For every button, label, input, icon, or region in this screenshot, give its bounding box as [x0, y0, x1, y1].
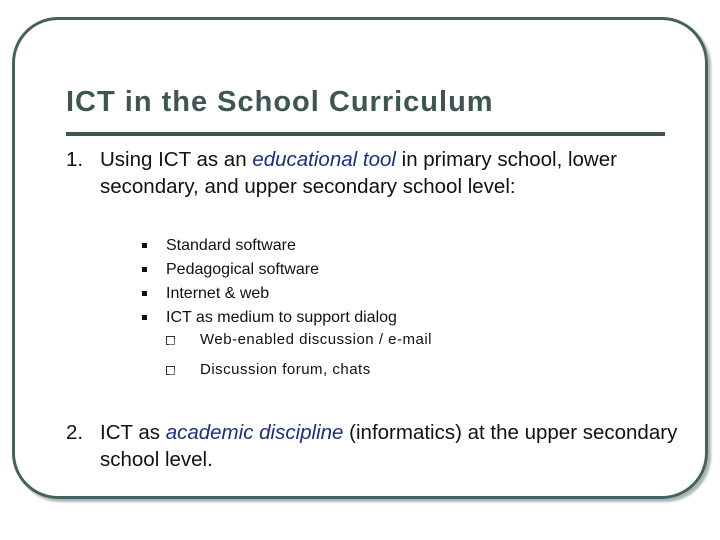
- item-number: 1.: [66, 148, 84, 171]
- list-item: [166, 358, 432, 388]
- bullet-text: Pedagogical software: [166, 261, 319, 278]
- square-bullet-icon: [142, 315, 147, 320]
- item-highlight: academic discipline: [165, 421, 344, 444]
- bullet-text: Internet & web: [166, 285, 270, 302]
- bullet-text: ICT as medium to support dialog: [166, 309, 397, 326]
- list-item-2: [66, 419, 686, 473]
- box-bullet-icon: [166, 336, 175, 345]
- bullet-text: Standard software: [166, 237, 296, 254]
- list-item: [142, 282, 397, 306]
- square-bullet-icon: [142, 291, 147, 296]
- item-text-start: Using ICT as an: [100, 148, 253, 171]
- list-item-1: [66, 146, 686, 200]
- sub-bullet-list: [166, 328, 432, 388]
- item-text: [100, 419, 686, 473]
- list-item: [142, 258, 397, 282]
- item-text-end: (informatics) at the upper secondary school level.: [100, 421, 678, 471]
- slide-title: ICT in the School Curriculum: [66, 86, 494, 118]
- item-text-start: ICT as: [100, 421, 166, 444]
- item-highlight: educational tool: [252, 148, 396, 171]
- square-bullet-icon: [142, 267, 147, 272]
- title-underline: [66, 132, 665, 136]
- list-item: [166, 328, 432, 358]
- item-number: 2.: [66, 421, 84, 444]
- box-bullet-icon: [166, 366, 175, 375]
- item-text-end: in primary school, lower secondary, and upper secondary school level:: [100, 148, 617, 198]
- sub-bullet-text: Web-enabled discussion / e-mail: [200, 331, 432, 348]
- square-bullet-icon: [142, 243, 147, 248]
- list-item: [142, 234, 397, 258]
- item-text: [100, 146, 686, 200]
- list-item: [142, 306, 397, 330]
- bullet-list: [142, 234, 397, 330]
- sub-bullet-text: Discussion forum, chats: [200, 361, 371, 378]
